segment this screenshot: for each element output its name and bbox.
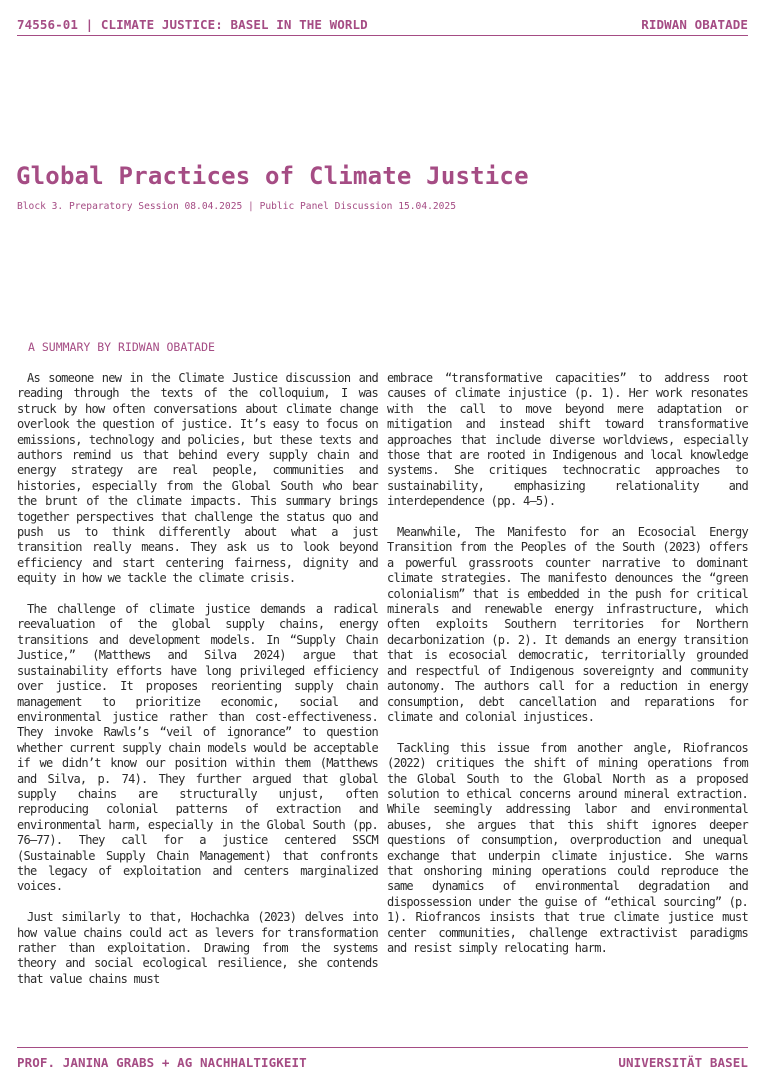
page-header	[17, 17, 748, 32]
university-name: UNIVERSITÄT BASEL	[618, 1055, 748, 1070]
author-name: RIDWAN OBATADE	[641, 17, 748, 32]
left-column	[17, 371, 378, 1003]
header-rule	[17, 35, 748, 36]
right-column	[387, 371, 748, 972]
paragraph: Meanwhile, The Manifesto for an Ecosocial Energy Transition from the Peoples of the South (2023) offers a powerful grassroots counter narrative to dominant climate strategies. The manifesto denounces the “green colonialism” that is embedded in the push for critical minerals and renewable energy infrastructure, which often exploits Southern territories for Northern decarbonization (p. 2). It demands an energy transition that is ecosocial democratic, territorially grounded and respectful of Indigenous sovereignty and community autonomy. The authors call for a reduction in energy consumption, debt cancellation and reparations for climate and colonial injustices.	[387, 525, 748, 724]
paragraph: Just similarly to that, Hochachka (2023) delves into how value chains could act as levers for transformation rather than exploitation. Drawing from the systems theory and social ecological resilience, she contends that value chains must	[17, 910, 378, 986]
paragraph: As someone new in the Climate Justice discussion and reading through the texts of the colloquium, I was struck by how often conversations about climate change overlook the question of justice. It’s easy to focus on emissions, technology and policies, but these texts and authors remind us that behind every supply chain and energy strategy are real people, communities and histories, especially from the Global South who bear the brunt of the climate impacts. This summary brings together perspectives that challenge the status quo and push us to think differently about what a just transition really means. They ask us to look beyond efficiency and start centering fairness, dignity and equity in how we tackle the climate crisis.	[17, 371, 378, 586]
course-title: 74556-01 | CLIMATE JUSTICE: BASEL IN THE WORLD	[17, 17, 368, 32]
paragraph: Tackling this issue from another angle, Riofrancos (2022) critiques the shift of mining operations from the Global South to the Global North as a proposed solution to ethical concerns around mineral extraction. While seemingly addressing labor and environmental abuses, she argues that this shift ignores deeper questions of consumption, overproduction and unequal exchange that underpin climate injustice. She warns that onshoring mining operations could reproduce the same dynamics of environmental degradation and dispossession under the guise of “ethical sourcing” (p. 1). Riofrancos insists that true climate justice must center communities, challenge extractivist paradigms and resist simply relocating harm.	[387, 740, 748, 955]
session-subtitle: Block 3. Preparatory Session 08.04.2025 | Public Panel Discussion 15.04.2025	[17, 201, 456, 212]
paragraph: embrace “transformative capacities” to address root causes of climate injustice (p. 1). Her work resonates with the call to move beyond mere adaptation or mitigation and instead shift toward transformative approaches that include diverse worldviews, especially those that are rooted in Indigenous and local knowledge systems. She critiques technocratic approaches to sustainability, emphasizing relationality and interdependence (pp. 4–5).	[387, 371, 748, 509]
paragraph: The challenge of climate justice demands a radical reevaluation of the global supply chains, energy transitions and development models. In “Supply Chain Justice,” (Matthews and Silva 2024) argue that sustainability efforts have long privileged efficiency over justice. It proposes reorienting supply chain management to prioritize economic, social and environmental justice rather than cost-effectiveness. They invoke Rawls’s “veil of ignorance” to question whether current supply chain models would be acceptable if we didn’t know our position within them (Matthews and Silva, p. 74). They further argued that global supply chains are structurally unjust, often reproducing colonial patterns of extraction and environmental harm, especially in the Global South (pp. 76–77). They call for a justice centered SSCM (Sustainable Supply Chain Management) that confronts the legacy of exploitation and centers marginalized voices.	[17, 602, 378, 894]
byline: A SUMMARY BY RIDWAN OBATADE	[28, 340, 215, 354]
group-name: PROF. JANINA GRABS + AG NACHHALTIGKEIT	[17, 1055, 307, 1070]
page-footer	[17, 1055, 748, 1070]
footer-rule	[17, 1047, 748, 1048]
page-title: Global Practices of Climate Justice	[16, 162, 529, 190]
